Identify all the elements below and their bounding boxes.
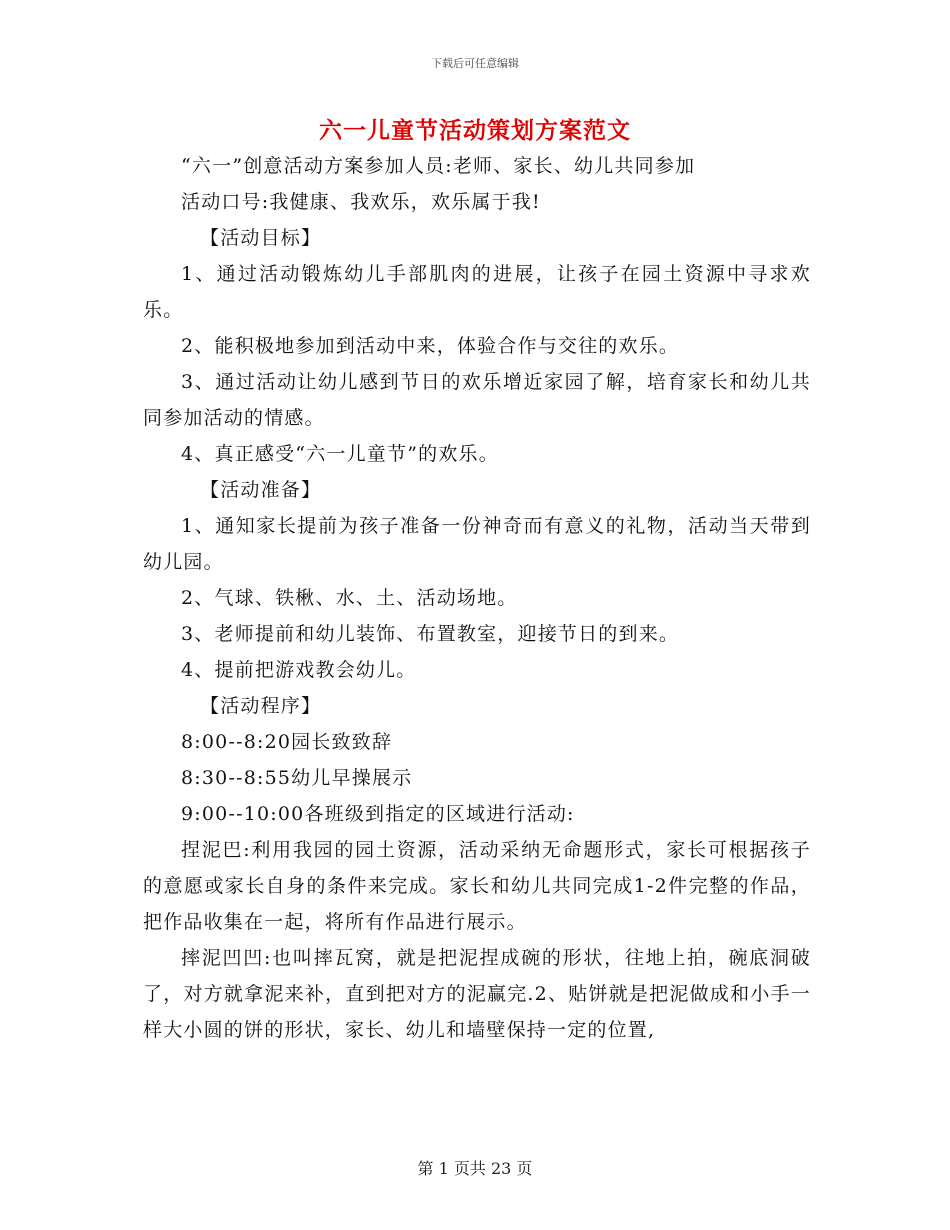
schedule-item-2: 8:30--8:55幼儿早操展示 (181, 767, 413, 789)
paragraph-participants: “六一”创意活动方案参加人员:老师、家长、幼儿共同参加 (181, 155, 696, 177)
schedule-item-1: 8:00--8:20园长致致辞 (181, 731, 393, 753)
goal-item-3: 3、通过活动让幼儿感到节日的欢乐增近家园了解，培育家长和幼儿共同参加活动的情感。 (143, 371, 811, 429)
goal-item-2: 2、能积极地参加到活动中来，体验合作与交往的欢乐。 (181, 335, 680, 357)
goal-item-1: 1、通过活动锻炼幼儿手部肌肉的进展，让孩子在园土资源中寻求欢乐。 (143, 263, 811, 321)
preparation-item-4: 4、提前把游戏教会幼儿。 (181, 659, 417, 681)
document-body (143, 148, 811, 1048)
preparation-item-2: 2、气球、铁楸、水、土、活动场地。 (181, 587, 518, 609)
paragraph-slogan: 活动口号:我健康、我欢乐，欢乐属于我! (181, 191, 541, 213)
activity-clay-description: 捏泥巴:利用我园的园土资源，活动采纳无命题形式，家长可根据孩子的意愿或家长自身的条件来完成。家长和幼儿共同完成1-2件完整的作品，把作品收集在一起，将所有作品进行展示。 (143, 839, 811, 933)
preparation-item-1: 1、通知家长提前为孩子准备一份神奇而有意义的礼物，活动当天带到幼儿园。 (143, 515, 811, 573)
header-note: 下载后可任意编辑 (431, 57, 519, 70)
goal-item-4: 4、真正感受“六一儿童节”的欢乐。 (181, 443, 499, 465)
document-title: 六一儿童节活动策划方案范文 (319, 117, 631, 144)
schedule-item-3: 9:00--10:00各班级到指定的区域进行活动: (181, 803, 575, 825)
section-heading-procedure: 【活动程序】 (200, 695, 322, 717)
page-footer: 第 1 页共 23 页 (417, 1159, 533, 1178)
section-heading-goals: 【活动目标】 (200, 227, 322, 249)
section-heading-preparation: 【活动准备】 (200, 479, 322, 501)
activity-mud-bowl-description: 摔泥凹凹:也叫摔瓦窝，就是把泥捏成碗的形状，往地上拍，碗底洞破了，对方就拿泥来补，直到把对方的泥赢完.2、贴饼就是把泥做成和小手一样大小圆的饼的形状，家长、幼儿和墙壁保持一定的位置, (143, 947, 811, 1041)
preparation-item-3: 3、老师提前和幼儿装饰、布置教室，迎接节日的到来。 (181, 623, 680, 645)
